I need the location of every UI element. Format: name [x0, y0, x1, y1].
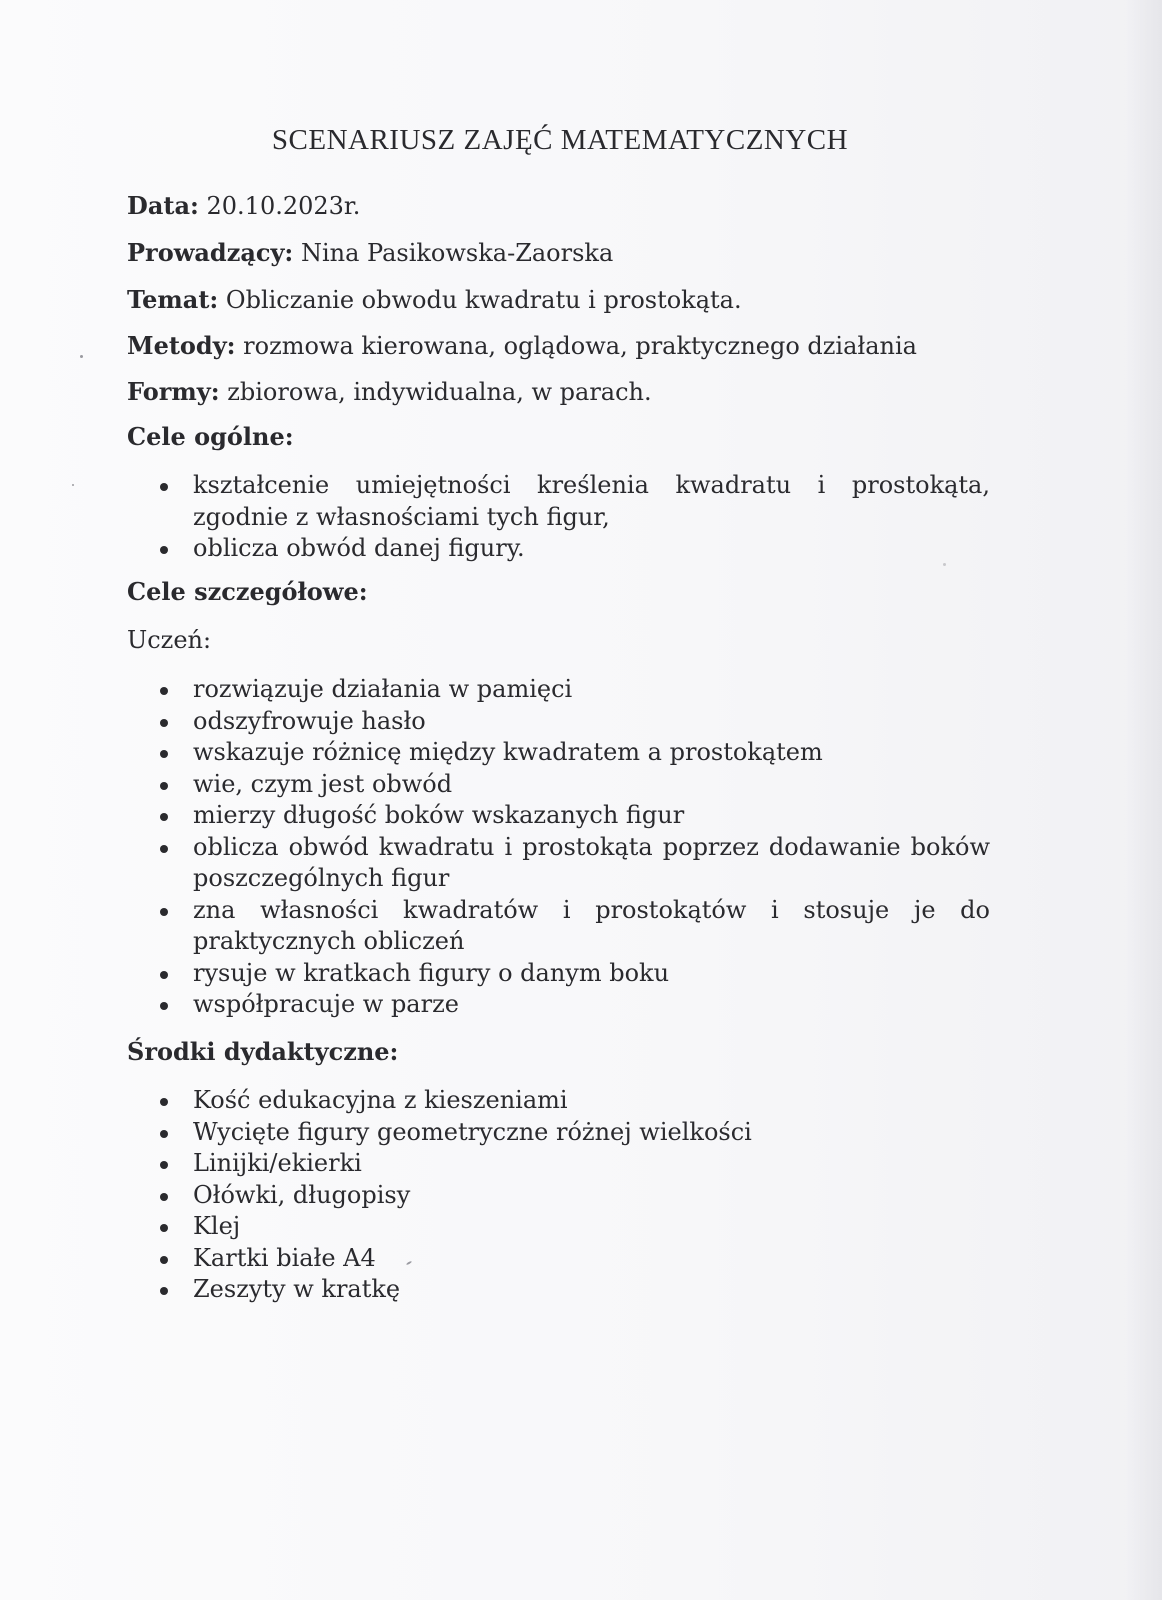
list-item	[160, 1148, 990, 1180]
field-value: 20.10.2023r.	[206, 192, 361, 220]
list-item	[160, 800, 990, 832]
list-item-text: wie, czym jest obwód	[193, 769, 453, 798]
bullet-icon	[160, 1224, 168, 1232]
list-item	[160, 674, 990, 706]
field-value: Nina Pasikowska-Zaorska	[300, 239, 614, 267]
field-label: Prowadzący:	[127, 238, 294, 267]
bullet-icon	[160, 1287, 168, 1295]
field-value: Obliczanie obwodu kwadratu i prostokąta.	[225, 286, 742, 314]
list-item-text: Wycięte figury geometryczne różnej wielkości	[193, 1117, 752, 1146]
list-item	[160, 769, 990, 801]
section-heading-cele-szczegolowe: Cele szczegółowe:	[127, 577, 368, 606]
field-label: Temat:	[127, 285, 219, 314]
subheading-uczen: Uczeń:	[127, 626, 212, 654]
list-item-text: rysuje w kratkach figury o danym boku	[193, 958, 670, 987]
list-item	[160, 1180, 990, 1212]
bullet-icon	[160, 750, 168, 758]
list-item-text: Ołówki, długopisy	[193, 1180, 411, 1209]
field-value: zbiorowa, indywidualna, w parach.	[227, 378, 652, 406]
scan-edge-shadow	[1126, 0, 1162, 1600]
list-item	[160, 895, 990, 958]
list-item	[160, 470, 990, 533]
list-item-text: mierzy długość boków wskazanych figur	[193, 801, 685, 829]
bullet-icon	[160, 1256, 168, 1264]
field-label: Formy:	[127, 377, 220, 406]
list-item	[160, 1117, 990, 1149]
list-item-text: Zeszyty w kratkę	[193, 1275, 401, 1303]
list-item-text: Kość edukacyjna z kieszeniami	[193, 1086, 568, 1114]
bullet-icon	[160, 1161, 168, 1169]
bullet-icon	[160, 1002, 168, 1010]
field-prowadzacy	[127, 237, 613, 269]
list-cele-szczegolowe	[160, 674, 990, 1021]
field-value: rozmowa kierowana, oglądowa, praktycznego działania	[243, 332, 917, 360]
list-item	[160, 1243, 990, 1275]
bullet-icon	[160, 1193, 168, 1201]
bullet-icon	[160, 813, 168, 821]
list-item	[160, 1211, 990, 1243]
list-item	[160, 1085, 990, 1117]
list-item	[160, 1274, 990, 1306]
field-formy	[127, 376, 652, 408]
list-item-text: Kartki białe A4	[193, 1243, 376, 1272]
bullet-icon	[160, 1130, 168, 1138]
bullet-icon	[160, 971, 168, 979]
list-item	[160, 533, 990, 565]
list-item-text: Klej	[193, 1212, 241, 1240]
list-item-text: kształcenie umiejętności kreślenia kwadratu i prostokąta, zgodnie z własnościami tych figur,	[193, 471, 990, 531]
bullet-icon	[160, 483, 168, 491]
bullet-icon	[160, 687, 168, 695]
list-item-text: wskazuje różnicę między kwadratem a prostokątem	[193, 738, 823, 766]
list-srodki	[160, 1085, 990, 1306]
list-item	[160, 989, 990, 1021]
list-item	[160, 706, 990, 738]
field-temat	[127, 284, 742, 316]
list-item	[160, 737, 990, 769]
list-item	[160, 958, 990, 990]
scan-speck	[943, 563, 946, 566]
bullet-icon	[160, 546, 168, 554]
list-item-text: oblicza obwód kwadratu i prostokąta poprzez dodawanie boków poszczególnych figur	[193, 832, 990, 892]
page-title: SCENARIUSZ ZAJĘĆ MATEMATYCZNYCH	[271, 124, 849, 156]
list-item-text: rozwiązuje działania w pamięci	[193, 675, 573, 703]
bullet-icon	[160, 845, 168, 853]
list-item-text: współpracuje w parze	[193, 990, 459, 1018]
bullet-icon	[160, 1098, 168, 1106]
list-item-text: odszyfrowuje hasło	[193, 706, 426, 735]
section-heading-cele-ogolne: Cele ogólne:	[127, 422, 294, 451]
field-data	[127, 190, 360, 222]
list-cele-ogolne	[160, 470, 990, 565]
field-metody	[127, 330, 917, 362]
scan-speck	[80, 355, 83, 358]
scan-speck	[72, 484, 74, 486]
list-item-text: Linijki/ekierki	[193, 1149, 362, 1177]
bullet-icon	[160, 782, 168, 790]
list-item-text: zna własności kwadratów i prostokątów i stosuje je do praktycznych obliczeń	[193, 895, 990, 955]
field-label: Data:	[127, 191, 199, 220]
field-label: Metody:	[127, 331, 236, 360]
section-heading-srodki: Środki dydaktyczne:	[127, 1037, 399, 1066]
list-item-text: oblicza obwód danej figury.	[193, 534, 525, 562]
list-item	[160, 832, 990, 895]
bullet-icon	[160, 908, 168, 916]
bullet-icon	[160, 719, 168, 727]
